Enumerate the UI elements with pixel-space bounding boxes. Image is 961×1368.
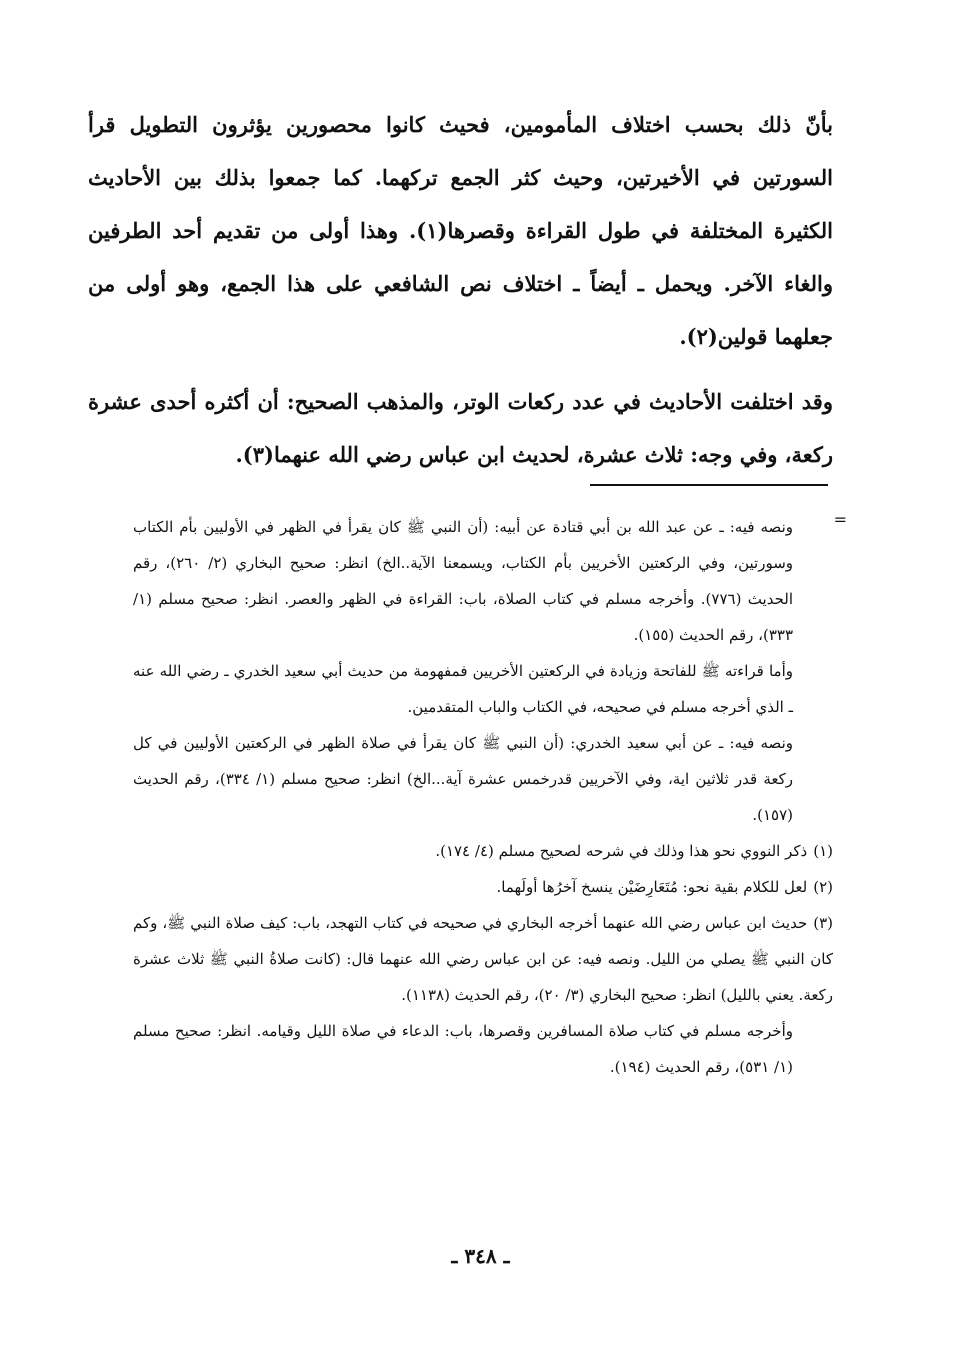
- footnote-3-text: حديث ابن عباس رضي الله عنهما أخرجه البخاري في صحيحه في كتاب التهجد، باب: كيف صلاة النبي ﷺ، وكم كان النبي ﷺ يصلي من الليل. ونصه فيه: عن ابن عباس رضي الله عنهما قال: (كانت صلاةُ النبي ﷺ ثلاث عشرة ركعة. يعني بالليل) انظر: صحيح البخاري (٣/ ٢٠)، رقم الحديث (١١٣٨).: [133, 914, 833, 1004]
- footnote-3: [133, 905, 833, 1013]
- footnote-continuation-2: وأما قراءته ﷺ للفاتحة وزيادة في الركعتين الأخريين فمفهومة من حديث أبي سعيد الخدري ـ رضي الله عنه ـ الذي أخرجه مسلم في صحيحه، في الكتاب والباب المتقدمين.: [133, 662, 793, 716]
- main-text: [88, 98, 833, 481]
- footnote-1-text: ذكر النووي نحو هذا وذلك في شرحه لصحيح مسلم (٤/ ١٧٤).: [435, 842, 808, 860]
- footnote-3-number: (٣): [813, 914, 833, 932]
- footnote-continuation-mark: =: [833, 510, 847, 529]
- footnote-1: [133, 833, 833, 869]
- footnote-separator: [590, 484, 828, 486]
- footnote-2-text: لعل للكلام بقية نحو: مُتَعَارِضَيْن ينسخ آخرُها أولَهما.: [496, 878, 808, 896]
- footnote-3-continuation: وأخرجه مسلم في كتاب صلاة المسافرين وقصرها، باب: الدعاء في صلاة الليل وقيامه. انظر: صحيح مسلم (١/ ٥٣١)، رقم الحديث (١٩٤).: [133, 1022, 793, 1076]
- page-number: ـ ٣٤٨ ـ: [451, 1244, 510, 1268]
- footnote-1-number: (١): [813, 842, 833, 860]
- footnote-2: [133, 869, 833, 905]
- footnote-2-number: (٢): [813, 878, 833, 896]
- main-paragraph-1: بأنّ ذلك بحسب اختلاف المأمومين، فحيث كانوا محصورين يؤثرون التطويل قرأ السورتين في الأخيرتين، وحيث كثر الجمع تركهما. كما جمعوا بذلك بين الأحاديث الكثيرة المختلفة في طول القراءة وقصرها(١). وهذا أولى من تقديم أحد الطرفين والغاء الآخر. ويحمل ـ أيضاً ـ اختلاف نص الشافعي على هذا الجمع، وهو أولى من جعلهما قولين(٢).: [88, 112, 834, 349]
- footnotes: [133, 509, 833, 1085]
- footnote-continuation-3: ونصه فيه: ـ عن أبي سعيد الخدري: (أن النبي ﷺ كان يقرأ في صلاة الظهر في الركعتين الأوليين في كل ركعة قدر ثلاثين اية، وفي الآخريين قدرخمس عشرة آية...الخ) انظر: صحيح مسلم (١/ ٣٣٤)، رقم الحديث (١٥٧).: [133, 734, 793, 824]
- footnote-continuation-1: ونصه فيه: ـ عن عبد الله بن أبي قتادة عن أبيه: (أن النبي ﷺ كان يقرأ في الظهر في الأوليين بأم الكتاب وسورتين، وفي الركعتين الأخريين بأم الكتاب، ويسمعنا الآية..الخ) انظر: صحيح البخاري (٢/ ٢٦٠)، رقم الحديث (٧٧٦). وأخرجه مسلم في كتاب الصلاة، باب: القراءة في الظهر والعصر. انظر: صحيح مسلم (١/ ٣٣٣)، رقم الحديث (١٥٥).: [133, 518, 794, 644]
- main-paragraph-2: وقد اختلفت الأحاديث في عدد ركعات الوتر، والمذهب الصحيح: أن أكثره أحدى عشرة ركعة، وفي وجه: ثلاث عشرة، لحديث ابن عباس رضي الله عنهما(٣).: [88, 389, 833, 467]
